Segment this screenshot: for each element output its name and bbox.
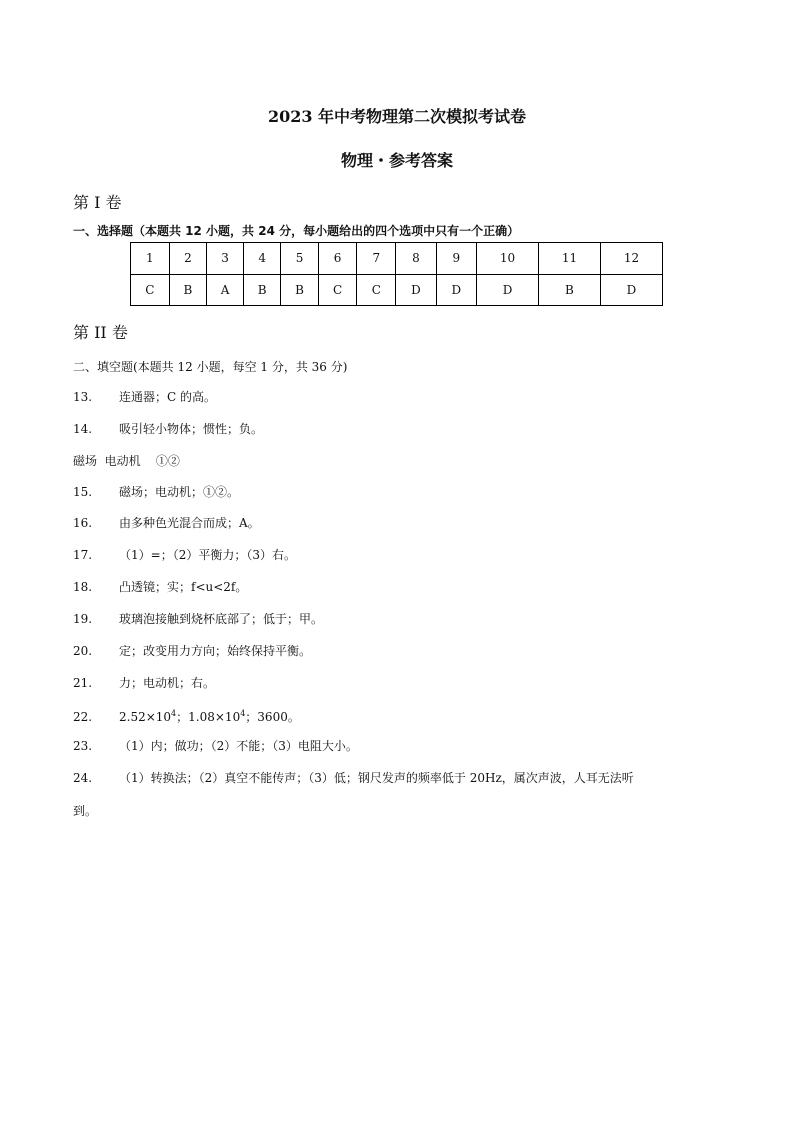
question-number-cell: 10: [477, 243, 539, 275]
question-number-cell: 12: [600, 243, 662, 275]
question-number: 22.: [73, 710, 93, 724]
answer-line-22: [73, 706, 300, 725]
question-number-cell: 7: [357, 243, 396, 275]
answer-line-19: [73, 611, 323, 627]
question-number: 20.: [73, 644, 93, 658]
question-number-cell: 2: [169, 243, 206, 275]
question-number-cell: 5: [281, 243, 318, 275]
answer-cell: D: [396, 274, 436, 306]
answer-row: [131, 274, 663, 306]
answer-text: 力；电动机；右。: [119, 676, 216, 690]
page-subtitle: 物理・参考答案: [340, 151, 453, 170]
question-number-cell: 4: [243, 243, 280, 275]
question-number: 23.: [73, 739, 93, 753]
answer-line-15: [73, 484, 239, 500]
multiple-choice-answer-table: [130, 242, 663, 306]
answer-value-a: 2.52×10: [119, 710, 172, 724]
separator: ；: [176, 710, 189, 724]
question-number: 24.: [73, 771, 93, 785]
question-number: 19.: [73, 612, 93, 626]
answer-line-18: [73, 579, 247, 595]
answer-text: ；3600。: [245, 710, 300, 724]
question-number-cell: 9: [436, 243, 476, 275]
answer-text: 磁场；电动机；①②。: [119, 485, 240, 499]
exponent: 4: [171, 709, 177, 718]
answer-text: （1）=；（2）平衡力；（3）右。: [119, 548, 296, 562]
question-number: 14.: [73, 422, 93, 436]
loose-note: 磁场 电动机 ①②: [73, 454, 180, 468]
answer-cell: D: [600, 274, 662, 306]
answer-cell: D: [436, 274, 476, 306]
answer-line-14: [73, 421, 263, 437]
answer-text: 玻璃泡接触到烧杯底部了；低于；甲。: [119, 612, 324, 626]
answer-line-23: [73, 738, 358, 754]
answer-line-16: [73, 515, 260, 531]
question-number: 21.: [73, 676, 93, 690]
question-number: 17.: [73, 548, 93, 562]
question-number-cell: 6: [318, 243, 357, 275]
answer-cell: A: [207, 274, 244, 306]
answer-value-b: 1.08×10: [188, 710, 241, 724]
question-number: 13.: [73, 390, 93, 404]
answer-text: 凸透镜；实；f<u<2f。: [119, 580, 248, 594]
answer-text: 定；改变用力方向；始终保持平衡。: [119, 644, 312, 658]
question-number-row: [131, 243, 663, 275]
exponent: 4: [240, 709, 246, 718]
answer-text: 由多种色光混合而成；A。: [119, 516, 260, 530]
part-1-heading: 第 I 卷: [73, 193, 122, 212]
page-title: 2023 年中考物理第二次模拟考试卷: [267, 107, 527, 126]
answer-line-24-continued: 到。: [73, 804, 98, 818]
answer-text: （1）转换法；（2）真空不能传声；（3）低；钢尺发声的频率低于 20Hz，属次声波，人耳无法听: [119, 771, 634, 785]
section-2-heading: 二、填空题(本题共 12 小题，每空 1 分，共 36 分): [73, 360, 348, 374]
question-number: 18.: [73, 580, 93, 594]
section-1-heading: 一、选择题（本题共 12 小题，共 24 分，每小题给出的四个选项中只有一个正确）: [73, 224, 520, 238]
answer-text: （1）内；做功；（2）不能；（3）电阻大小。: [119, 739, 358, 753]
answer-line-17: [73, 547, 296, 563]
question-number: 16.: [73, 516, 93, 530]
answer-line-20: [73, 643, 311, 659]
answer-cell: B: [169, 274, 206, 306]
answer-cell: B: [281, 274, 318, 306]
question-number-cell: 3: [207, 243, 244, 275]
answer-cell: D: [477, 274, 539, 306]
answer-text: 吸引轻小物体；惯性；负。: [119, 422, 264, 436]
part-2-heading: 第 II 卷: [73, 323, 128, 342]
answer-cell: B: [539, 274, 601, 306]
answer-line-13: [73, 389, 216, 405]
answer-line-24: [73, 770, 634, 786]
question-number-cell: 8: [396, 243, 436, 275]
answer-cell: C: [131, 274, 170, 306]
answer-text: 连通器；C 的高。: [119, 390, 216, 404]
answer-cell: C: [318, 274, 357, 306]
answer-cell: B: [243, 274, 280, 306]
question-number-cell: 11: [539, 243, 601, 275]
question-number: 15.: [73, 485, 93, 499]
question-number-cell: 1: [131, 243, 170, 275]
answer-cell: C: [357, 274, 396, 306]
answer-line-21: [73, 675, 215, 691]
